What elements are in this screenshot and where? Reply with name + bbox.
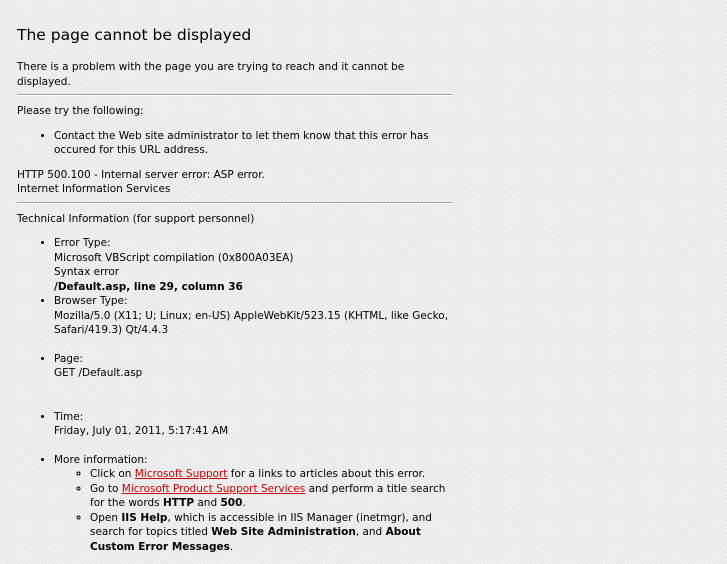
error-type-item <box>54 236 452 294</box>
server-name: Internet Information Services <box>17 183 171 195</box>
page-item <box>54 352 452 381</box>
more-info-list <box>54 467 452 554</box>
browser-type-value: Mozilla/5.0 (X11; U; Linux; en-US) AppleWebKit/523.15 (KHTML, like Gecko, Safari/419.3) Qt/4.4.3 <box>54 309 449 336</box>
intro-text: There is a problem with the page you are trying to reach and it cannot be displayed. <box>17 61 405 88</box>
page-label: • Page: <box>54 352 83 365</box>
divider <box>17 94 452 96</box>
error-location: /Default.asp, line 29, column 36 <box>54 280 243 293</box>
try-list <box>17 129 452 158</box>
divider <box>17 202 452 204</box>
time-label: • Time: <box>54 410 84 423</box>
browser-type-label: • Browser Type: <box>54 295 128 307</box>
tech-heading: Technical Information (for support personnel) <box>17 212 255 225</box>
error-type-line2: Syntax error <box>54 266 120 278</box>
microsoft-support-link[interactable]: Microsoft Support <box>134 468 228 480</box>
more-info-support: ◦ Click on Microsoft Support for a links to articles about this error. <box>90 467 452 482</box>
time-value: Friday, July 01, 2011, 5:17:41 AM <box>54 425 229 437</box>
page-value: GET /Default.asp <box>54 367 143 379</box>
more-info-iis-help: ◦ Open IIS Help, which is accessible in IIS Manager (inetmgr), and search for topics titled Web Site Administration, and About Custom Error Messages. <box>90 511 452 555</box>
error-type-label: • Error Type: <box>54 237 111 249</box>
try-heading: Please try the following: <box>17 105 144 117</box>
tech-list <box>17 236 452 554</box>
try-item: • Contact the Web site administrator to let them know that this error has occured for this URL address. <box>54 129 452 158</box>
http-error: HTTP 500.100 - Internal server error: ASP error. <box>17 168 265 181</box>
time-item <box>54 410 452 439</box>
more-info-label: • More information: <box>54 453 148 466</box>
browser-type-item <box>54 294 452 338</box>
error-page <box>17 24 452 564</box>
more-info-item <box>54 453 452 555</box>
error-type-line1: Microsoft VBScript compilation (0x800A03EA) <box>54 251 294 264</box>
more-info-pss: ◦ Go to Microsoft Product Support Services and perform a title search for the words HTTP and 500. <box>90 482 452 511</box>
product-support-services-link[interactable]: Microsoft Product Support Services <box>121 482 306 495</box>
page-title: The page cannot be displayed <box>17 26 252 44</box>
